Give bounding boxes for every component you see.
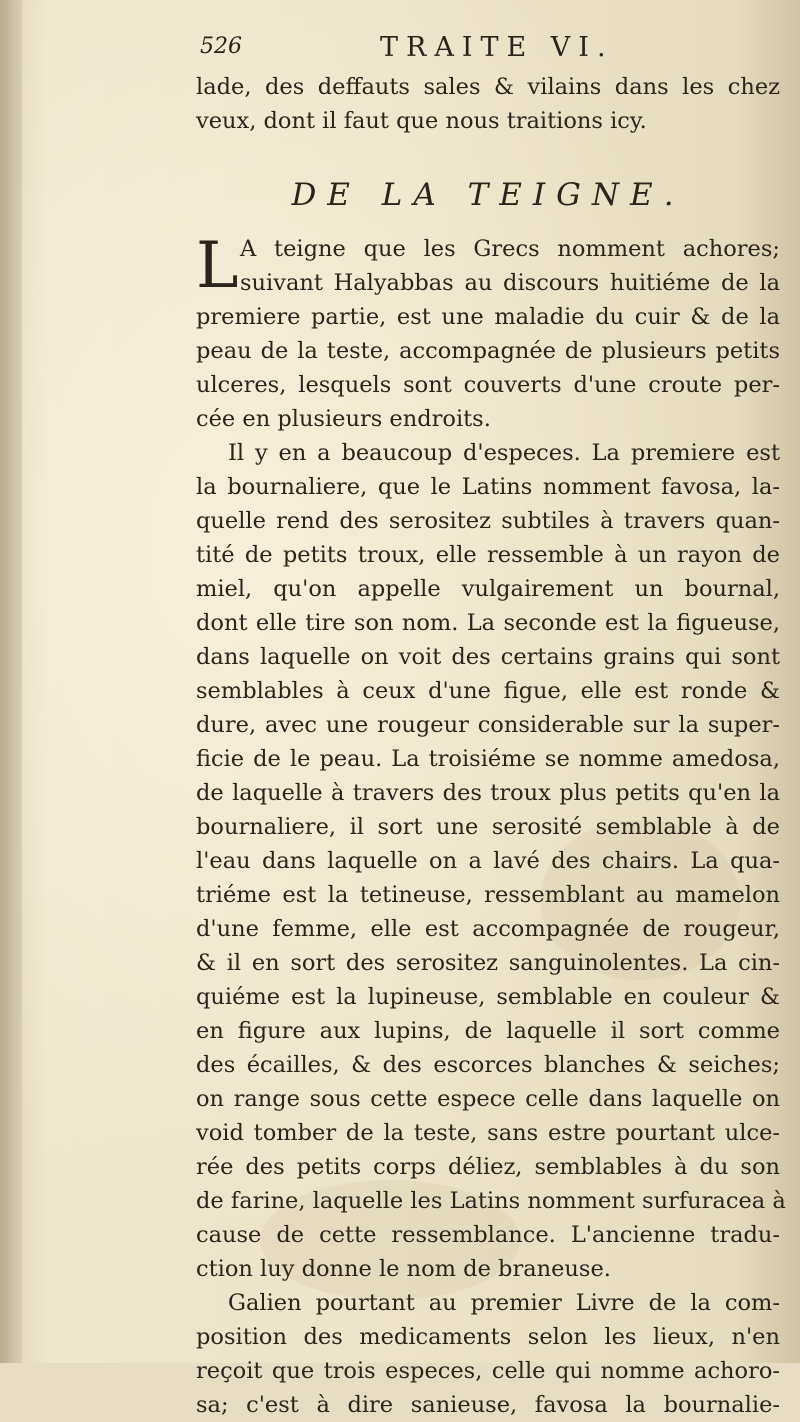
text-line: de laquelle à travers des troux plus petits qu'en la [196,780,780,806]
text-line: dans laquelle on voit des certains grains qui sont [196,644,780,670]
text-line: cause de cette ressemblance. L'ancienne tradu- [196,1222,780,1248]
text-line: Galien pourtant au premier Livre de la com- [228,1290,780,1316]
drop-cap: L [196,229,239,303]
text-line: ulceres, lesquels sont couverts d'une croute per- [196,372,780,398]
text-line: rée des petits corps déliez, semblables à du son [196,1154,780,1180]
second-paragraph [196,436,786,1286]
page-header [200,34,640,68]
binding-gutter [0,0,22,1363]
text-line: ction luy donne le nom de braneuse. [196,1256,611,1282]
text-line: on range sous cette espece celle dans laquelle on [196,1086,780,1112]
page-number: 526 [200,34,242,59]
text-line: dont elle tire son nom. La seconde est la figueuse, [196,610,780,636]
text-line: & il en sort des serositez sanguinolentes. La cin- [196,950,780,976]
text-line: des écailles, & des escorces blanches & seiches; [196,1052,780,1078]
text-line: la bournaliere, que le Latins nomment favosa, la- [196,474,780,500]
text-line: miel, qu'on appelle vulgairement un bournal, [196,576,780,602]
text-line: en figure aux lupins, de laquelle il sort comme [196,1018,780,1044]
first-paragraph [196,229,780,436]
text-line: d'une femme, elle est accompagnée de rougeur, [196,916,780,942]
text-block [196,70,786,1422]
text-line: sa; c'est à dire sanieuse, favosa la bournalie- [196,1392,780,1418]
text-line: A teigne que les Grecs nomment achores; [240,236,780,262]
text-line: semblables à ceux d'une figue, elle est ronde & [196,678,780,704]
text-line: lade, des deffauts sales & vilains dans les chez [196,74,780,100]
text-line: peau de la teste, accompagnée de plusieurs petits [196,338,780,364]
text-line: position des medicaments selon les lieux, n'en [196,1324,780,1350]
text-line: reçoit que trois especes, celle qui nomme achoro- [196,1358,780,1384]
text-line: l'eau dans laquelle on a lavé des chairs. La qua- [196,848,780,874]
text-line: void tomber de la teste, sans estre pourtant ulce- [196,1120,780,1146]
third-paragraph [196,1286,780,1422]
text-line: triéme est la tetineuse, ressemblant au mamelon [196,882,780,908]
text-line: cée en plusieurs endroits. [196,406,491,432]
text-line: bournaliere, il sort une serosité semblable à de [196,814,780,840]
text-line: de farine, laquelle les Latins nomment surfuracea à [196,1188,786,1214]
running-head: TRAITE VI. [380,32,614,63]
text-line: quiéme est la lupineuse, semblable en couleur & [196,984,780,1010]
text-line: premiere partie, est une maladie du cuir & de la [196,304,780,330]
text-line: veux, dont il faut que nous traitions icy. [196,108,647,134]
text-line: suivant Halyabbas au discours huitiéme de la [240,270,780,296]
text-line: tité de petits troux, elle ressemble à un rayon de [196,542,780,568]
text-line: quelle rend des serositez subtiles à travers quan- [196,508,780,534]
section-title: DE LA TEIGNE. [291,177,685,213]
text-line: Il y en a beaucoup d'especes. La premiere est [228,440,780,466]
text-line: ficie de le peau. La troisiéme se nomme amedosa, [196,746,780,772]
text-line: dure, avec une rougeur considerable sur la super- [196,712,780,738]
